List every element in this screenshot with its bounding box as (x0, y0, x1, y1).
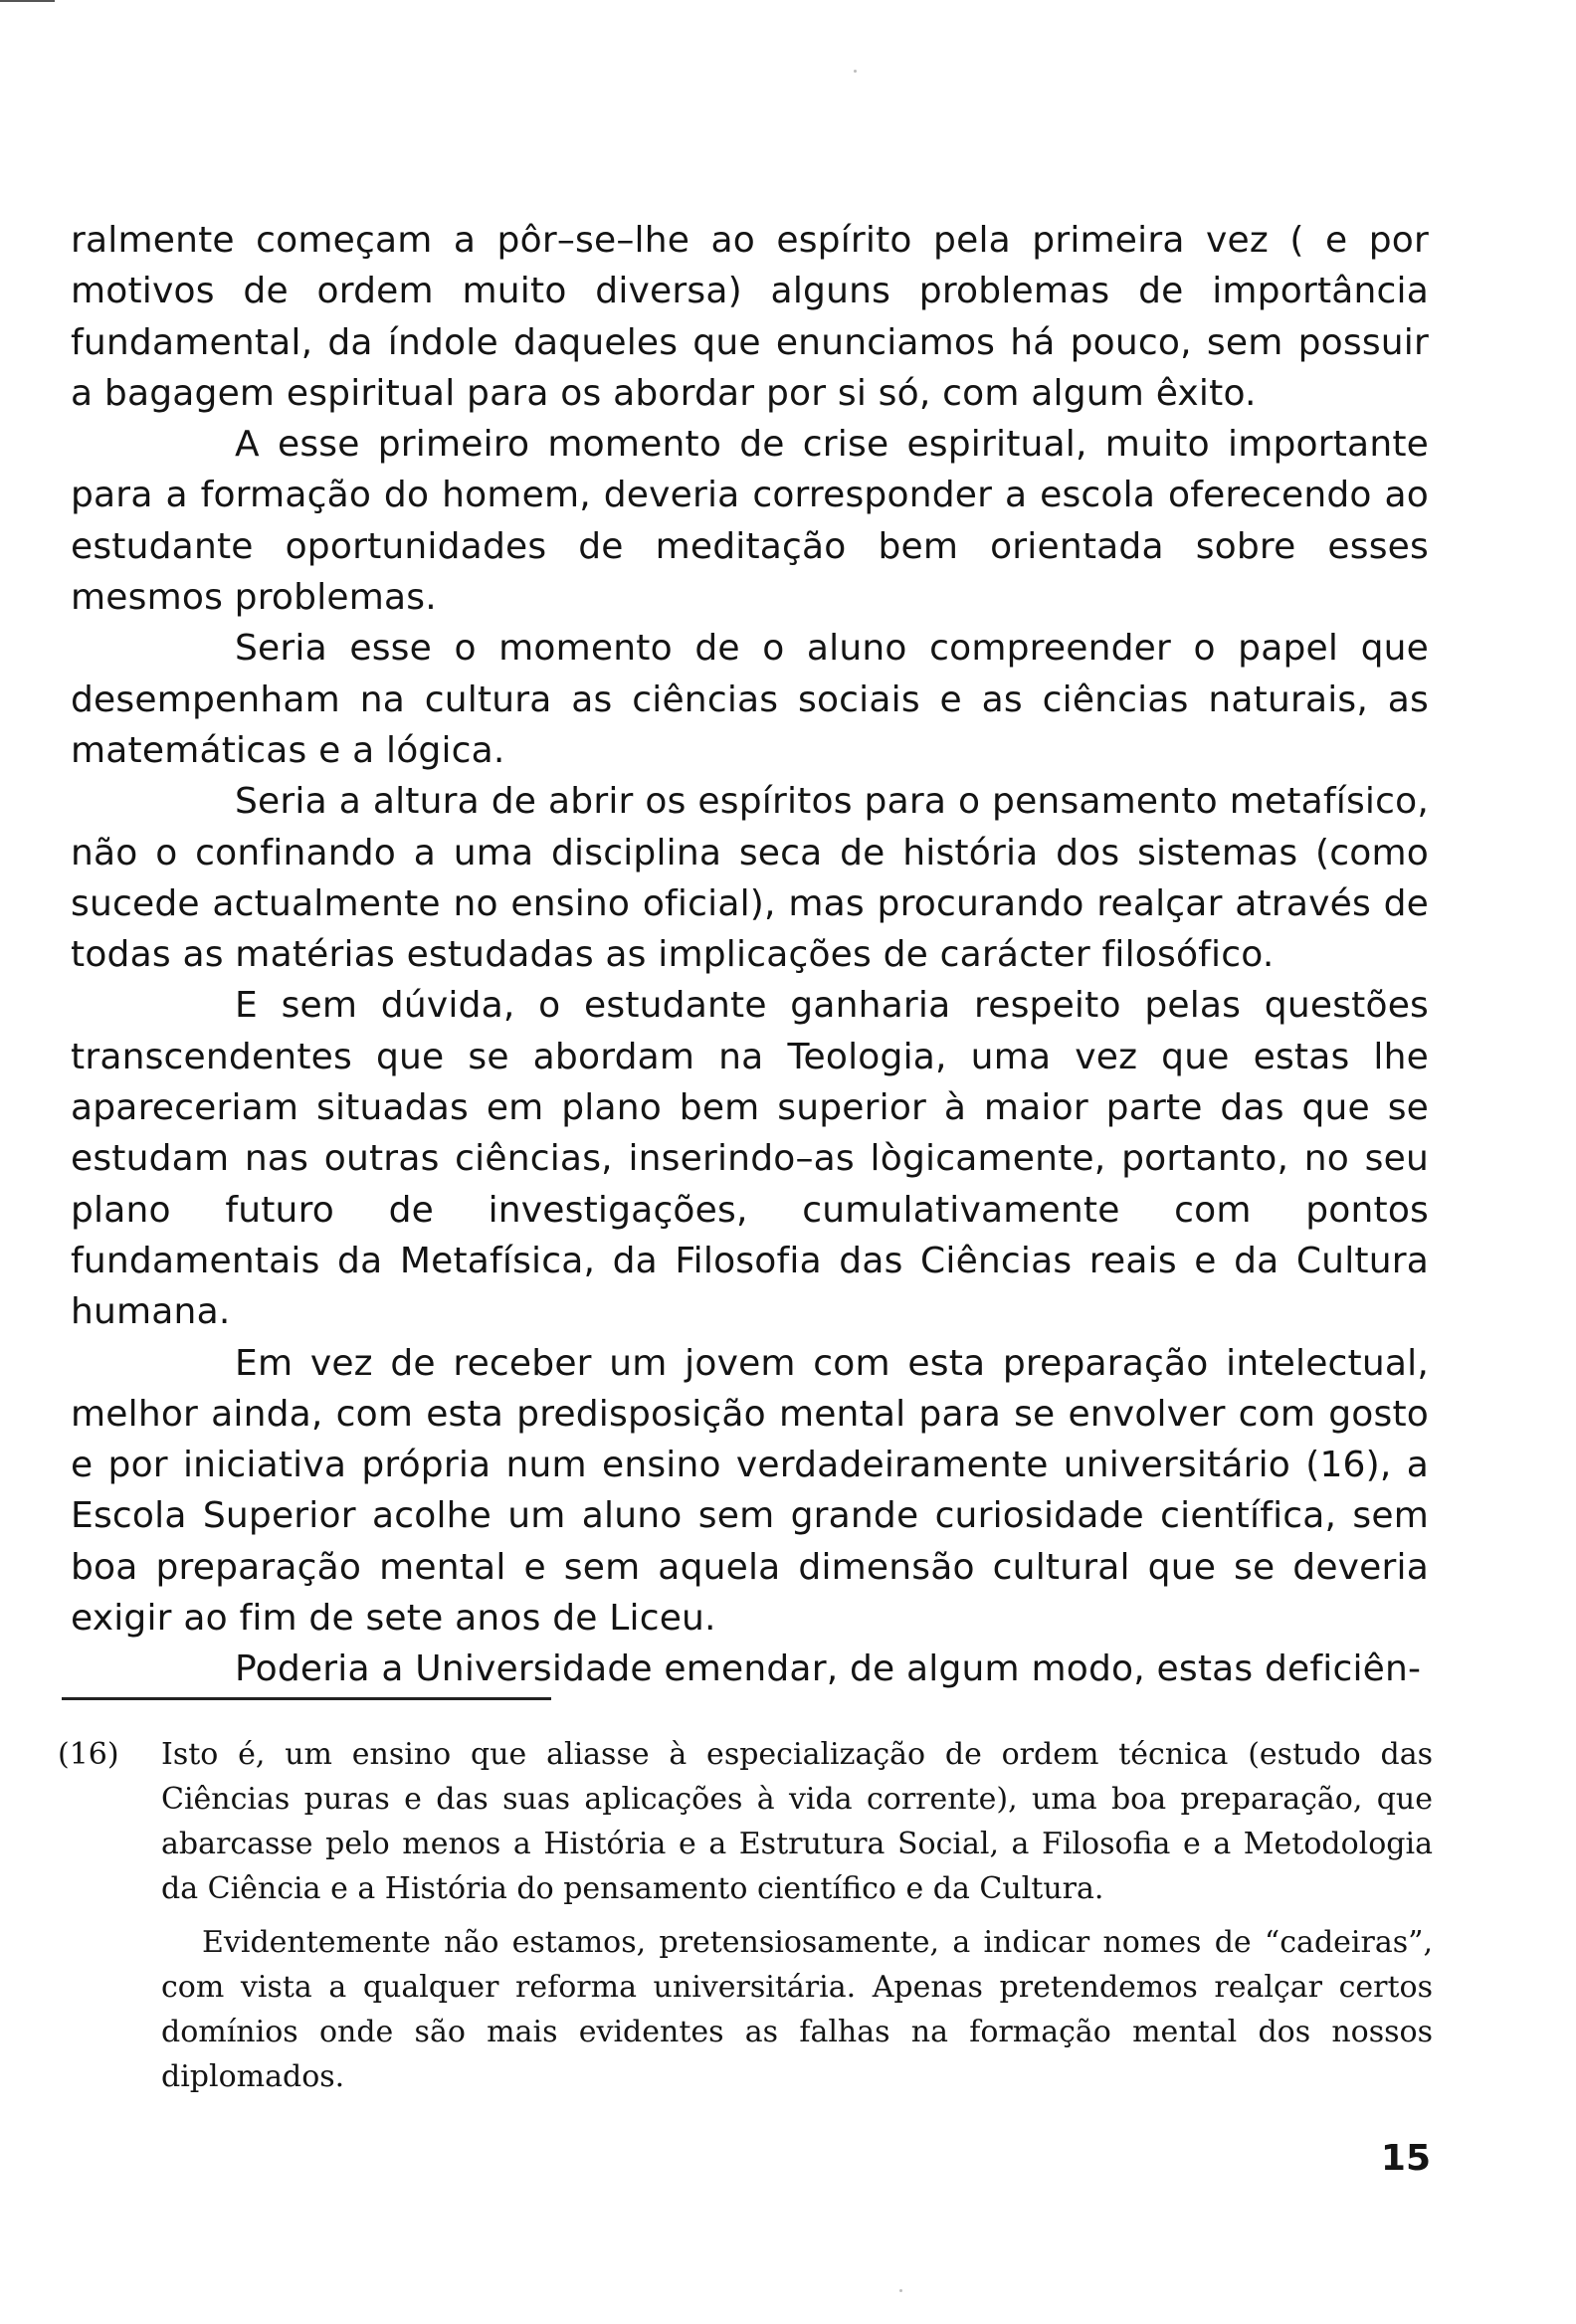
paragraph-5: E sem dúvida, o estudante ganharia respeito pelas questões transcendentes que se abordam na Teologia, uma vez que estas lhe apareceriam situadas em plano bem superior à maior parte das que se estudam nas outras ciências, inserindo–as lògicamente, portanto, no seu plano futuro de investigações, cumulativamente com pontos fundamentais da Metafísica, da Filosofia das Ciências reais e da Cultura humana. (71, 985, 1429, 1333)
footnote-16 (58, 1732, 1433, 1911)
paragraph-1: ralmente começam a pôr–se–lhe ao espírito pela primeira vez ( e por motivos de ordem muito diversa) alguns problemas de importância fundamental, da índole daqueles que enunciamos há pouco, sem possuir a bagagem espiritual para os abordar por si só, com algum êxito. (71, 220, 1429, 414)
footnote-text: Isto é, um ensino que aliasse à especialização de ordem técnica (estudo das Ciências puras e das suas aplicações à vida corrente), uma boa preparação, que abarcasse pelo menos a História e a Estrutura Social, a Filosofia e a Metodologia da Ciência e a História do pensamento científico e da Cultura. (161, 1737, 1433, 1906)
footnote-separator (62, 1697, 551, 1700)
body-text (71, 215, 1429, 1695)
scan-speck (854, 70, 857, 73)
footnote-number: (16) (58, 1737, 119, 1772)
paragraph-4: Seria a altura de abrir os espíritos para o pensamento metafísico, não o confinando a uma disciplina seca de história dos sistemas (como sucede actualmente no ensino oficial), mas procurando realçar através de todas as matérias estudadas as implicações de carácter filosófico. (71, 781, 1429, 976)
page-number: 15 (1380, 2138, 1431, 2179)
paragraph-2: A esse primeiro momento de crise espiritual, muito importante para a formação do homem, deveria corresponder a escola oferecendo ao estudante oportunidades de meditação bem orientada sobre esses mesmos problemas. (71, 424, 1429, 619)
paragraph-7: Poderia a Universidade emendar, de algum modo, estas deficiên- (235, 1648, 1422, 1690)
corner-rule (0, 0, 55, 2)
scan-speck (899, 2289, 902, 2292)
footnote-block (58, 1732, 1433, 2099)
paragraph-6: Em vez de receber um jovem com esta preparação intelectual, melhor ainda, com esta predisposição mental para se envolver com gosto e por iniciativa própria num ensino verdadeiramente universitário (16), a Escola Superior acolhe um aluno sem grande curiosidade científica, sem boa preparação mental e sem aquela dimensão cultural que se deveria exigir ao fim de sete anos de Liceu. (71, 1342, 1429, 1640)
paragraph-3: Seria esse o momento de o aluno compreender o papel que desempenham na cultura as ciências sociais e as ciências naturais, as matemáticas e a lógica. (71, 628, 1429, 771)
footnote-continuation: Evidentemente não estamos, pretensiosamente, a indicar nomes de “cadeiras”, com vista a qualquer reforma universitária. Apenas pretendemos realçar certos domínios onde são mais evidentes as falhas na formação mental dos nossos diplomados. (161, 1925, 1433, 2094)
